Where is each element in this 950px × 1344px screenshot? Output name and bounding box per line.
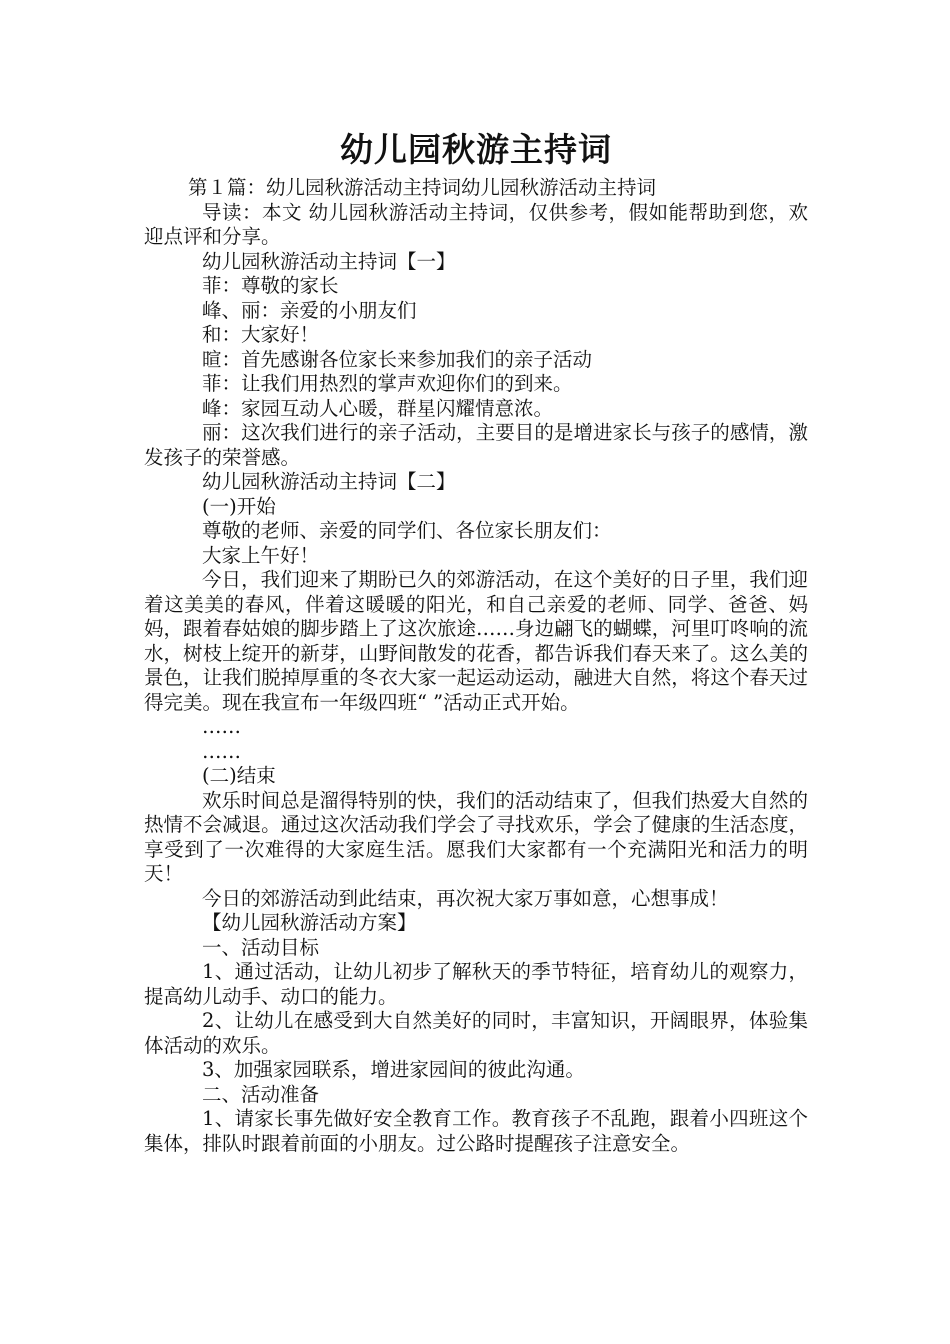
paragraph: 和：大家好！ xyxy=(202,323,320,346)
paragraph: 菲：尊敬的家长 xyxy=(202,274,339,297)
ellipsis-line: …… xyxy=(202,715,241,738)
paragraph-intro: 导读：本文 幼儿园秋游活动主持词，仅供参考，假如能帮助到您，欢迎点评和分享。 xyxy=(144,200,808,248)
paragraph: 丽：这次我们进行的亲子活动，主要目的是增进家长与孩子的感情，激发孩子的荣誉感。 xyxy=(144,421,808,469)
paragraph: 大家上午好！ xyxy=(202,543,320,567)
document-subtitle: 第１篇：幼儿园秋游活动主持词幼儿园秋游活动主持词 xyxy=(188,176,657,199)
paragraph: 峰、丽：亲爱的小朋友们 xyxy=(202,298,417,322)
paragraph: 二、活动准备 xyxy=(202,1082,320,1106)
paragraph: (一)开始 xyxy=(202,494,276,518)
paragraph: 暄：首先感谢各位家长来参加我们的亲子活动 xyxy=(202,347,593,371)
section-heading-3: 【幼儿园秋游活动方案】 xyxy=(202,911,417,934)
paragraph: 2、让幼儿在感受到大自然美好的同时，丰富知识，开阔眼界，体验集体活动的欢乐。 xyxy=(144,1009,808,1057)
paragraph: 1、请家长事先做好安全教育工作。教育孩子不乱跑，跟着小四班这个集体，排队时跟着前面的小朋友。过公路时提醒孩子注意安全。 xyxy=(144,1107,808,1155)
paragraph: 今日的郊游活动到此结束，再次祝大家万事如意，心想事成！ xyxy=(202,886,729,910)
paragraph: 峰：家园互动人心暖，群星闪耀情意浓。 xyxy=(202,396,554,420)
paragraph: 一、活动目标 xyxy=(202,935,320,959)
paragraph: 3、加强家园联系，增进家园间的彼此沟通。 xyxy=(202,1058,585,1081)
section-heading-1: 幼儿园秋游活动主持词【一】 xyxy=(202,249,456,273)
document-page xyxy=(144,126,808,1156)
paragraph: 欢乐时间总是溜得特别的快，我们的活动结束了，但我们热爱大自然的热情不会减退。通过这次活动我们学会了寻找欢乐，学会了健康的生活态度，享受到了一次难得的大家庭生活。愿我们大家都有一个充满阳光和活力的明天！ xyxy=(144,788,808,885)
ellipsis-line: …… xyxy=(202,739,241,763)
paragraph: 今日，我们迎来了期盼已久的郊游活动，在这个美好的日子里，我们迎着这美美的春风，伴着这暖暖的阳光，和自己亲爱的老师、同学、爸爸、妈妈，跟着春姑娘的脚步踏上了这次旅途……身边翩飞的蝴蝶，河里叮咚响的流水，树枝上绽开的新芽，山野间散发的花香，都告诉我们春天来了。这么美的景色，让我们脱掉厚重的冬衣大家一起运动运动，融进大自然，将这个春天过得完美。现在我宣布一年级四班“ ”活动正式开始。 xyxy=(144,568,808,714)
paragraph: (二)结束 xyxy=(202,764,276,787)
paragraph: 尊敬的老师、亲爱的同学们、各位家长朋友们： xyxy=(202,519,612,542)
paragraph: 1、通过活动，让幼儿初步了解秋天的季节特征，培育幼儿的观察力，提高幼儿动手、动口的能力。 xyxy=(144,960,808,1008)
document-title: 幼儿园秋游主持词 xyxy=(340,130,612,169)
section-heading-2: 幼儿园秋游活动主持词【二】 xyxy=(202,470,456,493)
paragraph: 菲：让我们用热烈的掌声欢迎你们的到来。 xyxy=(202,372,573,395)
